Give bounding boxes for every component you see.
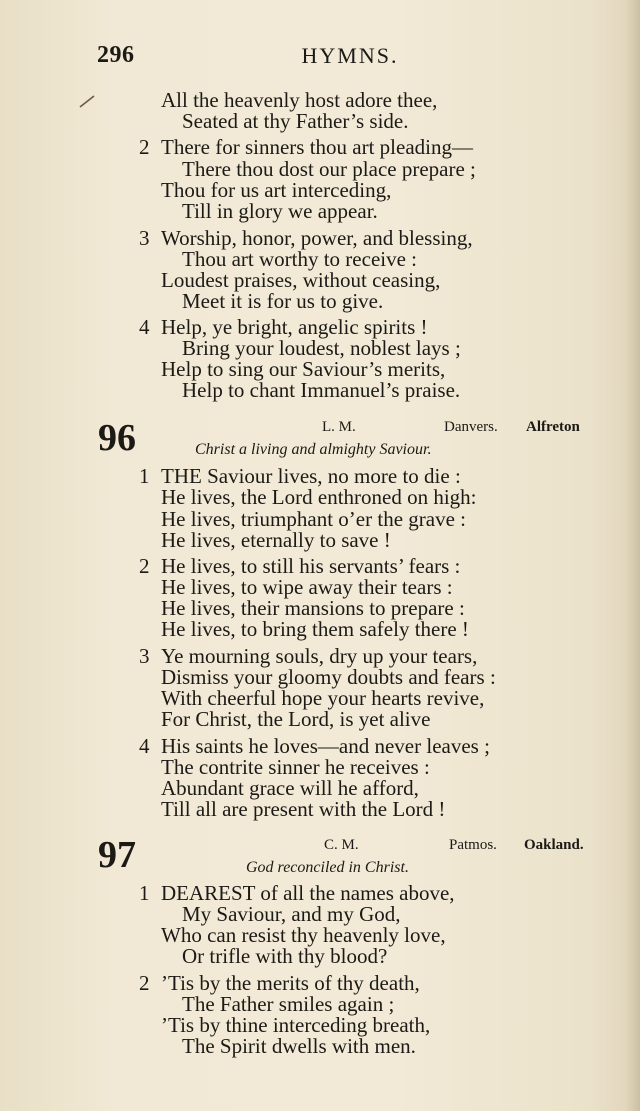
- verse-line: Help to sing our Saviour’s merits,: [161, 357, 446, 381]
- tune-name: Oakland.: [524, 837, 584, 853]
- page-header: [0, 42, 640, 72]
- hymn-subtitle: Christ a living and almighty Saviour.: [195, 441, 432, 458]
- verse-line: Abundant grace will he afford,: [161, 776, 419, 800]
- verse-line: Bring your loudest, noblest lays ;: [182, 336, 461, 360]
- verse-line: He lives, to wipe away their tears :: [161, 575, 453, 599]
- verse-number: 1: [139, 464, 150, 488]
- verse-line: He lives, eternally to save !: [161, 528, 391, 552]
- verse-line: THE Saviour lives, no more to die :: [161, 464, 461, 488]
- verse-line: ’Tis by the merits of thy death,: [161, 971, 420, 995]
- hymn-meter: C. M.: [324, 837, 359, 853]
- verse-line: Who can resist thy heavenly love,: [161, 923, 446, 947]
- tune-name: Alfreton: [526, 419, 580, 435]
- verse-number: 2: [139, 971, 150, 995]
- verse-line: There for sinners thou art pleading—: [161, 135, 473, 159]
- verse-number: 3: [139, 226, 150, 250]
- verse-line: He lives, the Lord enthroned on high:: [161, 485, 477, 509]
- hymn-meter: L. M.: [322, 419, 356, 435]
- hymn-subtitle: God reconciled in Christ.: [246, 859, 409, 876]
- verse-line: Seated at thy Father’s side.: [182, 109, 409, 133]
- verse-line: DEAREST of all the names above,: [161, 881, 455, 905]
- verse-line: ’Tis by thine interceding breath,: [161, 1013, 431, 1037]
- verse-line: Till in glory we appear.: [182, 199, 378, 223]
- tune-name: Patmos.: [449, 837, 497, 853]
- verse-line: He lives, their mansions to prepare :: [161, 596, 465, 620]
- pencil-mark: [78, 94, 96, 108]
- verse-line: Worship, honor, power, and blessing,: [161, 226, 473, 250]
- verse-line: He lives, triumphant o’er the grave :: [161, 507, 466, 531]
- verse-line: My Saviour, and my God,: [182, 902, 401, 926]
- verse-number: 4: [139, 315, 150, 339]
- verse-line: Help, ye bright, angelic spirits !: [161, 315, 428, 339]
- verse-number: 4: [139, 734, 150, 758]
- verse-line: Dismiss your gloomy doubts and fears :: [161, 665, 496, 689]
- verse-number: 2: [139, 135, 150, 159]
- verse-line: His saints he loves—and never leaves ;: [161, 734, 490, 758]
- verse-line: The Spirit dwells with men.: [182, 1034, 416, 1058]
- verse-line: Till all are present with the Lord !: [161, 797, 446, 821]
- verse-line: There thou dost our place prepare ;: [182, 157, 476, 181]
- running-title: HYMNS.: [301, 43, 399, 68]
- verse-number: 1: [139, 881, 150, 905]
- verse-line: For Christ, the Lord, is yet alive: [161, 707, 431, 731]
- verse-number: 3: [139, 644, 150, 668]
- hymn-number: 96: [98, 417, 136, 459]
- verse-line: Help to chant Immanuel’s praise.: [182, 378, 461, 402]
- page-edge-shadow: [626, 0, 640, 1111]
- verse-line: All the heavenly host adore thee,: [161, 88, 438, 112]
- verse-line: The contrite sinner he receives :: [161, 755, 430, 779]
- verse-line: He lives, to still his servants’ fears :: [161, 554, 461, 578]
- verse-line: Or trifle with thy blood?: [182, 944, 388, 968]
- verse-line: Thou for us art interceding,: [161, 178, 392, 202]
- verse-line: Meet it is for us to give.: [182, 289, 384, 313]
- tune-name: Danvers.: [444, 419, 498, 435]
- verse-line: He lives, to bring them safely there !: [161, 617, 469, 641]
- verse-number: 2: [139, 554, 150, 578]
- verse-line: Thou art worthy to receive :: [182, 247, 417, 271]
- verse-line: With cheerful hope your hearts revive,: [161, 686, 485, 710]
- verse-line: Loudest praises, without ceasing,: [161, 268, 441, 292]
- page-number: 296: [97, 42, 135, 68]
- hymn-number: 97: [98, 834, 136, 876]
- verse-line: Ye mourning souls, dry up your tears,: [161, 644, 478, 668]
- verse-line: The Father smiles again ;: [182, 992, 395, 1016]
